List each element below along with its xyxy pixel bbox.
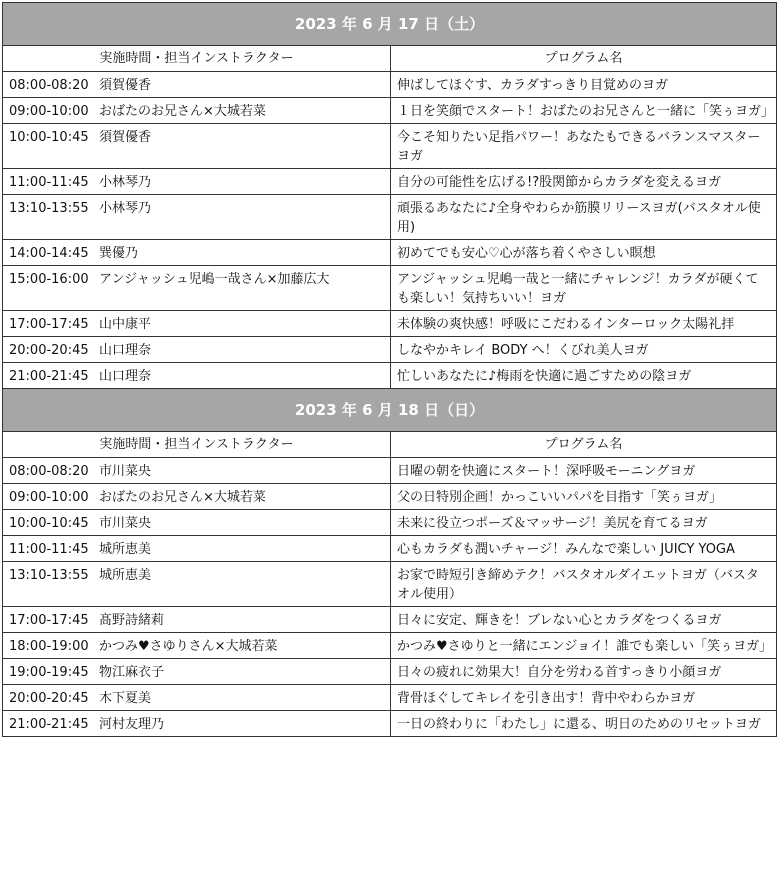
date-header: 2023 年 6 月 18 日（日）	[3, 389, 777, 432]
time-instructor-cell	[3, 98, 391, 124]
table-row	[3, 337, 777, 363]
instructor-name: 小林琴乃	[99, 201, 152, 216]
instructor-name: おばたのお兄さん×大城若菜	[99, 104, 266, 119]
instructor-name: おばたのお兄さん×大城若菜	[99, 490, 266, 505]
time-instructor-cell	[3, 607, 391, 633]
table-row	[3, 458, 777, 484]
yoga-schedule	[2, 2, 776, 737]
instructor-name: 市川菜央	[99, 464, 152, 479]
column-header-time-instructor: 実施時間・担当インストラクター	[3, 432, 391, 458]
table-row	[3, 124, 777, 169]
table-row	[3, 659, 777, 685]
time-instructor-cell	[3, 124, 391, 169]
table-row	[3, 266, 777, 311]
instructor-name: アンジャッシュ児嶋一哉さん×加藤広大	[99, 272, 330, 287]
time-slot: 11:00-11:45	[9, 542, 89, 557]
instructor-name: 髙野詩緒莉	[99, 613, 165, 628]
time-instructor-cell	[3, 633, 391, 659]
time-instructor-cell	[3, 266, 391, 311]
time-slot: 15:00-16:00	[9, 272, 89, 287]
instructor-name: 山中康平	[99, 317, 152, 332]
time-slot: 10:00-10:45	[9, 516, 89, 531]
program-name-cell: 頑張るあなたに♪全身やわらか筋膜リリースヨガ(バスタオル使用)	[391, 195, 777, 240]
table-row	[3, 72, 777, 98]
table-row	[3, 510, 777, 536]
time-slot: 18:00-19:00	[9, 639, 89, 654]
column-header-program: プログラム名	[391, 432, 777, 458]
instructor-name: 物江麻衣子	[99, 665, 165, 680]
time-instructor-cell	[3, 458, 391, 484]
program-name-cell: 未来に役立つポーズ＆マッサージ！美尻を育てるヨガ	[391, 510, 777, 536]
instructor-name: 須賀優香	[99, 78, 152, 93]
instructor-name: 河村友理乃	[99, 717, 165, 732]
column-header-program: プログラム名	[391, 46, 777, 72]
instructor-name: 巽優乃	[99, 246, 139, 261]
instructor-name: 木下夏美	[99, 691, 152, 706]
time-slot: 08:00-08:20	[9, 78, 89, 93]
time-instructor-cell	[3, 685, 391, 711]
program-name-cell: 初めてでも安心♡心が落ち着くやさしい瞑想	[391, 240, 777, 266]
time-instructor-cell	[3, 562, 391, 607]
time-instructor-cell	[3, 484, 391, 510]
table-row	[3, 363, 777, 389]
time-instructor-cell	[3, 363, 391, 389]
time-instructor-cell	[3, 240, 391, 266]
table-row	[3, 562, 777, 607]
column-header-time-instructor: 実施時間・担当インストラクター	[3, 46, 391, 72]
table-row	[3, 240, 777, 266]
program-name-cell: 今こそ知りたい足指パワー！あなたもできるバランスマスターヨガ	[391, 124, 777, 169]
table-row	[3, 98, 777, 124]
program-name-cell: 背骨ほぐしてキレイを引き出す！背中やわらかヨガ	[391, 685, 777, 711]
time-slot: 10:00-10:45	[9, 130, 89, 145]
time-instructor-cell	[3, 311, 391, 337]
program-name-cell: 日曜の朝を快適にスタート！深呼吸モーニングヨガ	[391, 458, 777, 484]
time-instructor-cell	[3, 711, 391, 737]
time-slot: 11:00-11:45	[9, 175, 89, 190]
program-name-cell: 父の日特別企画！かっこいいパパを目指す「笑ぅヨガ」	[391, 484, 777, 510]
program-name-cell: 日々の疲れに効果大！自分を労わる首すっきり小顔ヨガ	[391, 659, 777, 685]
table-row	[3, 711, 777, 737]
table-row	[3, 607, 777, 633]
time-instructor-cell	[3, 195, 391, 240]
time-instructor-cell	[3, 337, 391, 363]
instructor-name: 城所恵美	[99, 542, 152, 557]
instructor-name: 山口理奈	[99, 369, 152, 384]
time-slot: 13:10-13:55	[9, 201, 89, 216]
time-slot: 13:10-13:55	[9, 568, 89, 583]
program-name-cell: しなやかキレイ BODY へ！くびれ美人ヨガ	[391, 337, 777, 363]
instructor-name: かつみ♥さゆりさん×大城若菜	[99, 639, 278, 654]
time-slot: 19:00-19:45	[9, 665, 89, 680]
time-instructor-cell	[3, 510, 391, 536]
time-slot: 17:00-17:45	[9, 613, 89, 628]
program-name-cell: 一日の終わりに「わたし」に還る、明日のためのリセットヨガ	[391, 711, 777, 737]
program-name-cell: 心もカラダも潤いチャージ！みんなで楽しい JUICY YOGA	[391, 536, 777, 562]
table-row	[3, 169, 777, 195]
instructor-name: 城所恵美	[99, 568, 152, 583]
instructor-name: 小林琴乃	[99, 175, 152, 190]
time-slot: 08:00-08:20	[9, 464, 89, 479]
instructor-name: 山口理奈	[99, 343, 152, 358]
date-header: 2023 年 6 月 17 日（土）	[3, 3, 777, 46]
instructor-name: 市川菜央	[99, 516, 152, 531]
time-slot: 09:00-10:00	[9, 490, 89, 505]
table-row	[3, 685, 777, 711]
program-name-cell: アンジャッシュ児嶋一哉と一緒にチャレンジ！カラダが硬くても楽しい！気持ちいい！ヨガ	[391, 266, 777, 311]
program-name-cell: 伸ばしてほぐす、カラダすっきり目覚めのヨガ	[391, 72, 777, 98]
table-row	[3, 536, 777, 562]
program-name-cell: １日を笑顔でスタート！おばたのお兄さんと一緒に「笑ぅヨガ」	[391, 98, 777, 124]
program-name-cell: 自分の可能性を広げる!?股関節からカラダを変えるヨガ	[391, 169, 777, 195]
time-instructor-cell	[3, 169, 391, 195]
program-name-cell: かつみ♥さゆりと一緒にエンジョイ！誰でも楽しい「笑ぅヨガ」	[391, 633, 777, 659]
table-row	[3, 484, 777, 510]
day-schedule-table	[2, 2, 777, 389]
program-name-cell: 日々に安定、輝きを！ブレない心とカラダをつくるヨガ	[391, 607, 777, 633]
time-instructor-cell	[3, 72, 391, 98]
day-schedule-table	[2, 388, 777, 737]
time-instructor-cell	[3, 536, 391, 562]
time-slot: 14:00-14:45	[9, 246, 89, 261]
table-row	[3, 311, 777, 337]
table-row	[3, 195, 777, 240]
time-slot: 17:00-17:45	[9, 317, 89, 332]
time-slot: 21:00-21:45	[9, 369, 89, 384]
program-name-cell: 未体験の爽快感！呼吸にこだわるインターロック太陽礼拝	[391, 311, 777, 337]
time-instructor-cell	[3, 659, 391, 685]
table-row	[3, 633, 777, 659]
time-slot: 20:00-20:45	[9, 691, 89, 706]
time-slot: 09:00-10:00	[9, 104, 89, 119]
program-name-cell: 忙しいあなたに♪梅雨を快適に過ごすための陰ヨガ	[391, 363, 777, 389]
program-name-cell: お家で時短引き締めテク！バスタオルダイエットヨガ（バスタオル使用）	[391, 562, 777, 607]
time-slot: 20:00-20:45	[9, 343, 89, 358]
time-slot: 21:00-21:45	[9, 717, 89, 732]
instructor-name: 須賀優香	[99, 130, 152, 145]
